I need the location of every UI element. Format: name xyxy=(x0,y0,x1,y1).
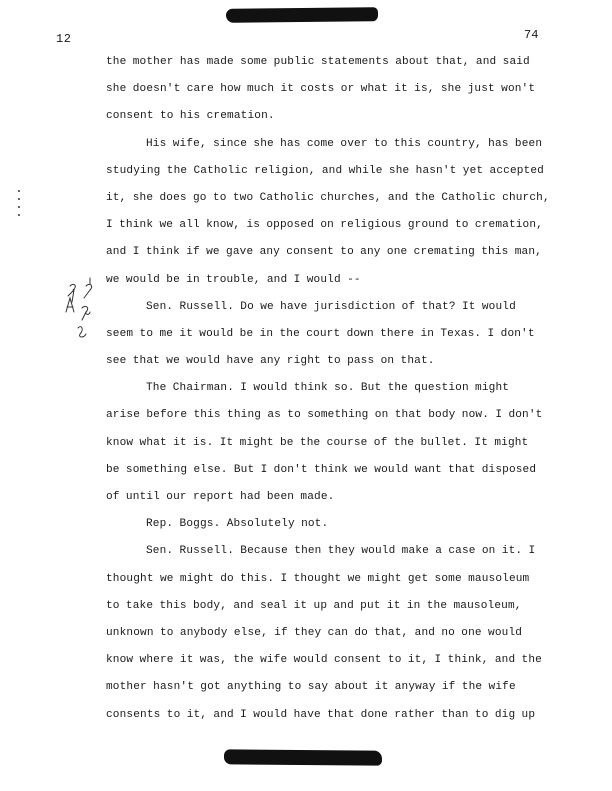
text-line: Rep. Boggs. Absolutely not. xyxy=(146,518,329,531)
text-line: studying the Catholic religion, and while she hasn't yet accepted xyxy=(106,164,544,177)
text-line: seem to me it would be in the court down there in Texas. I don't xyxy=(106,327,535,340)
transcript-body xyxy=(106,53,592,733)
text-line: she doesn't care how much it costs or what it is, she just won't xyxy=(106,83,536,96)
margin-dots xyxy=(18,190,22,224)
text-line: know where it was, the wife would consent to it, I think, and the xyxy=(106,654,542,667)
text-line: we would be in trouble, and I would -- xyxy=(106,273,361,286)
text-line: His wife, since she has come over to this country, has been xyxy=(146,137,543,150)
redaction-bar-top xyxy=(226,7,378,23)
text-line: The Chairman. I would think so. But the question might xyxy=(146,382,510,395)
text-line: see that we would have any right to pass on that. xyxy=(106,355,435,368)
text-line: consents to it, and I would have that done rather than to dig up xyxy=(106,708,536,721)
text-line: be something else. But I don't think we would want that disposed xyxy=(106,463,537,476)
text-line: mother hasn't got anything to say about it anyway if the wife xyxy=(106,681,516,694)
text-line: I think we all know, is opposed on religious ground to cremation, xyxy=(106,219,543,232)
text-line: arise before this thing as to something on that body now. I don't xyxy=(106,409,543,422)
text-line: Sen. Russell. Because then they would make a case on it. I xyxy=(146,545,536,558)
text-line: consent to his cremation. xyxy=(106,110,275,123)
text-line: know what it is. It might be the course of the bullet. It might xyxy=(106,436,529,449)
text-line: Sen. Russell. Do we have jurisdiction of that? It would xyxy=(146,300,516,313)
text-line: thought we might do this. I thought we might get some mausoleum xyxy=(106,572,530,585)
text-line: of until our report had been made. xyxy=(106,491,335,503)
text-line: the mother has made some public statements about that, and said xyxy=(106,56,530,68)
text-line: and I think if we gave any consent to any one cremating this man, xyxy=(106,246,542,259)
redaction-bar-bottom xyxy=(224,749,382,765)
text-line: to take this body, and seal it up and put it in the mausoleum, xyxy=(106,599,522,612)
handwritten-annotation xyxy=(60,268,100,348)
text-line: it, she does go to two Catholic churches, and the Catholic church, xyxy=(106,191,550,204)
page-number-right: 74 xyxy=(524,28,539,42)
page-number-left: 12 xyxy=(56,32,72,46)
text-line: unknown to anybody else, if they can do that, and no one would xyxy=(106,626,523,639)
